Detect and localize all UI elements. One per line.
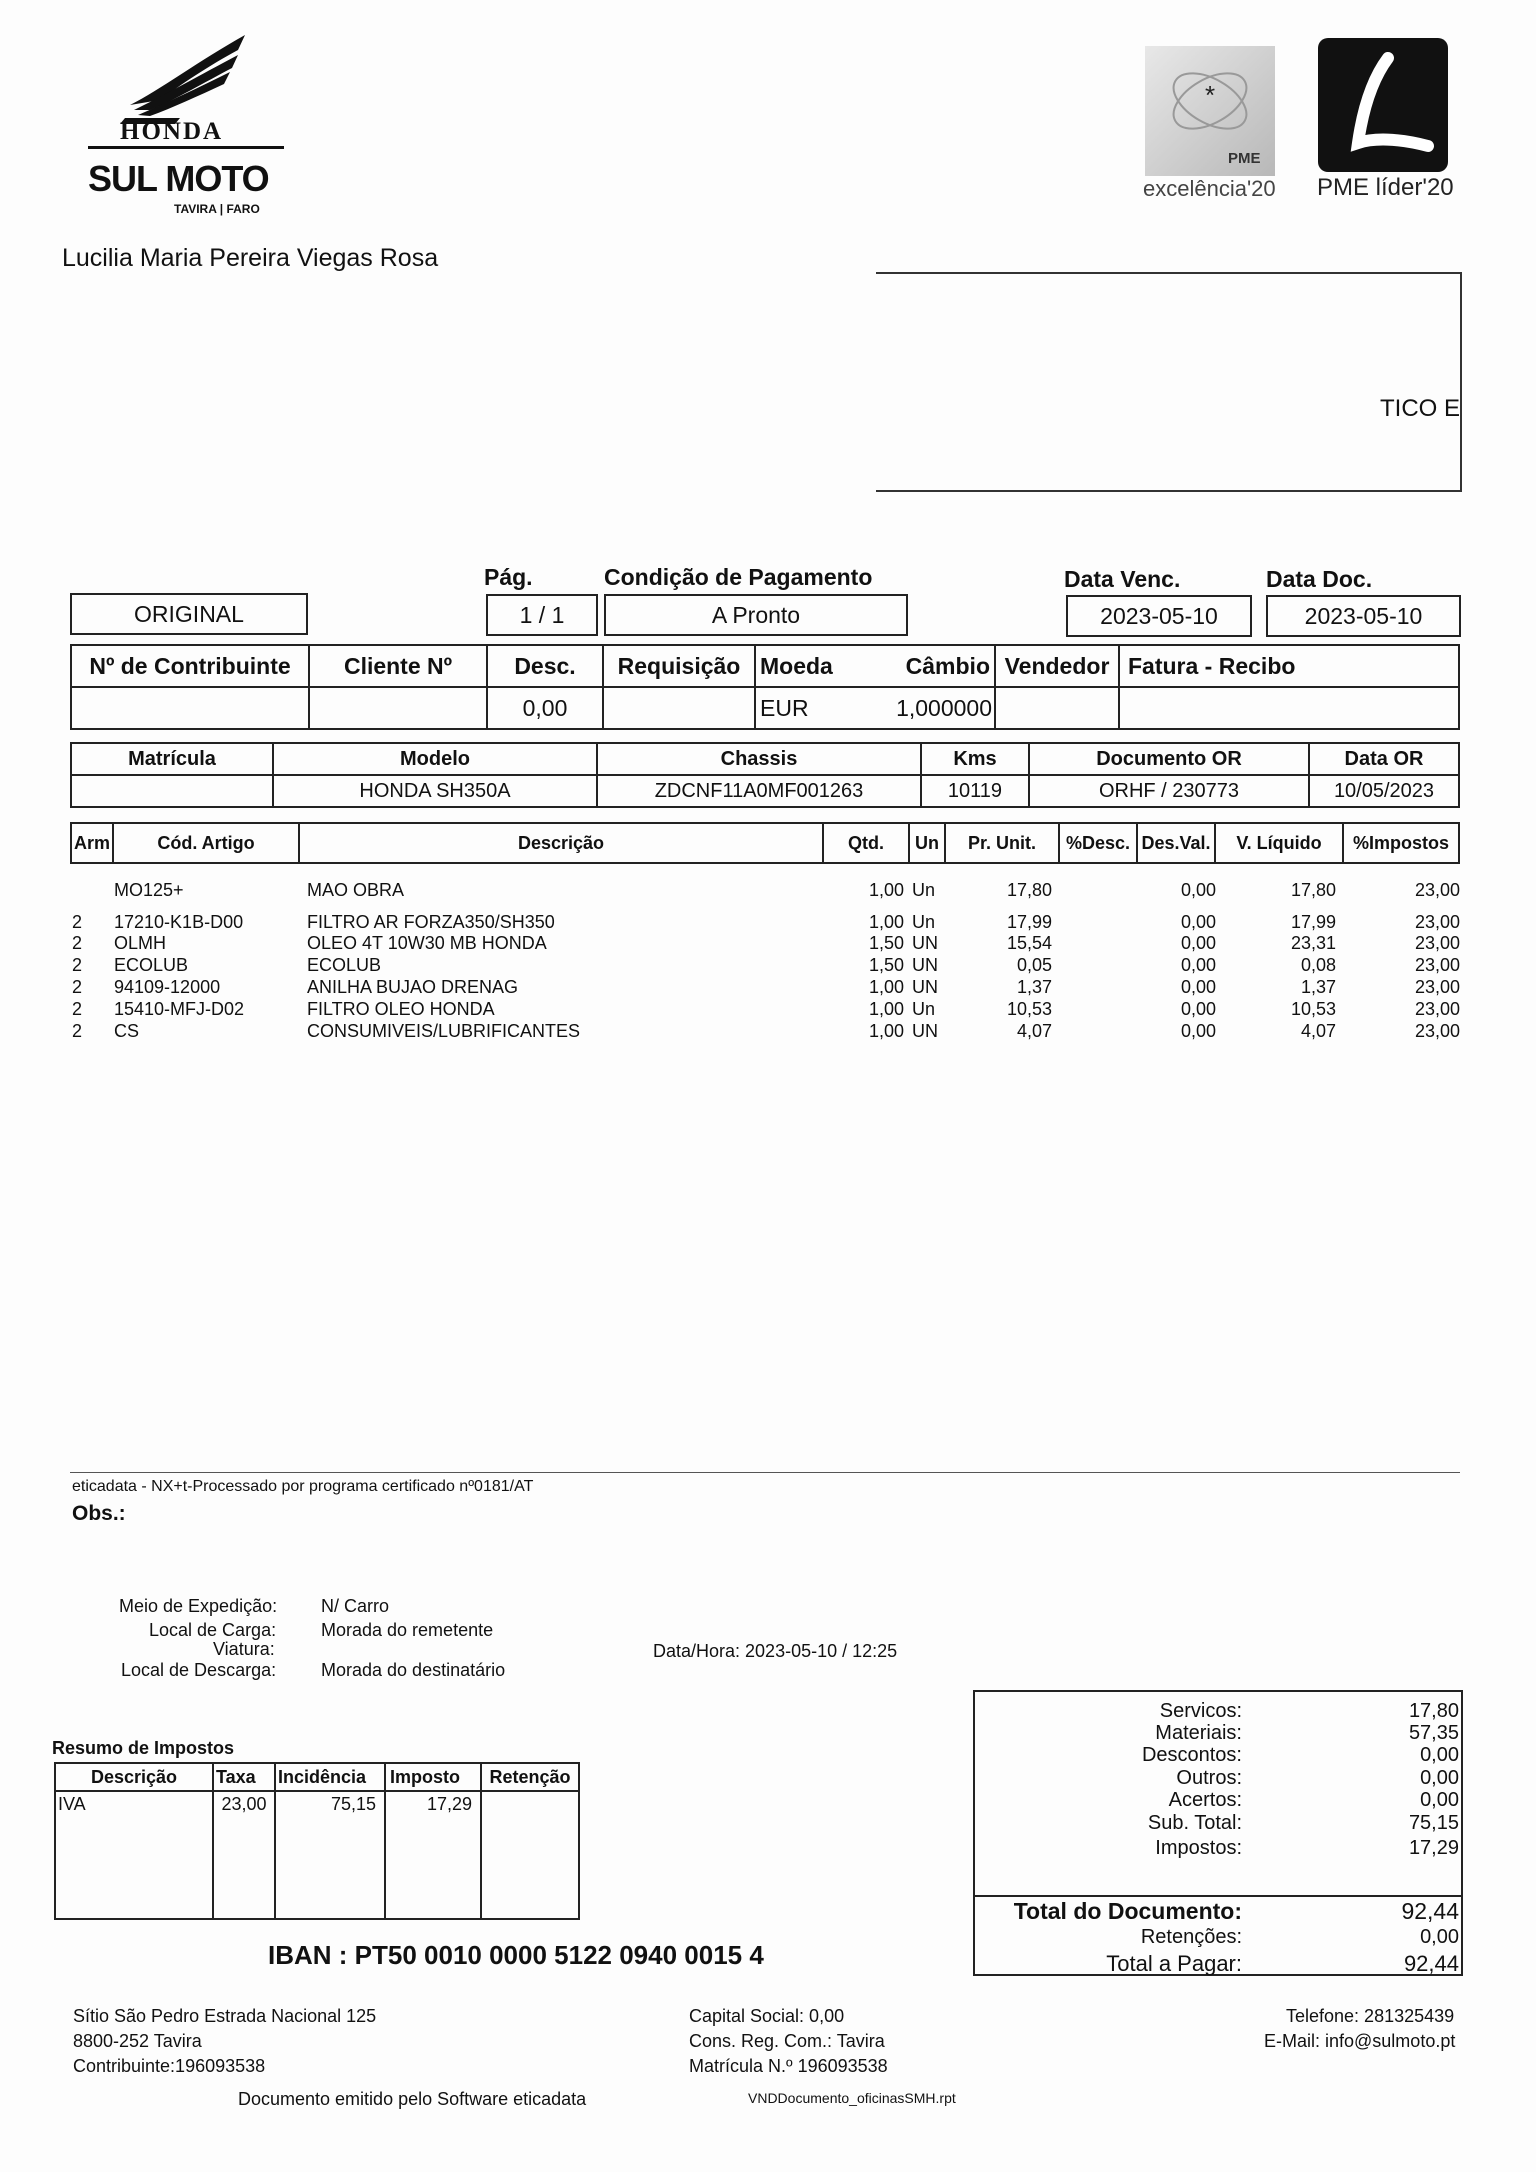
customer-address-fragment: TICO E (1380, 395, 1461, 422)
item-price: 17,99 (1006, 912, 1052, 932)
total-taxes-label: Impostos: (1155, 1837, 1242, 1859)
item-price: 0,05 (1016, 955, 1052, 975)
col-pct-impostos: %Impostos (1343, 823, 1459, 863)
currency-value: EUR (760, 694, 809, 721)
item-un: UN (912, 977, 938, 997)
col-desc: Desc. (487, 645, 603, 687)
item-row (70, 977, 1460, 999)
item-desc: OLEO 4T 10W30 MB HONDA (307, 933, 547, 953)
item-un: UN (912, 955, 938, 975)
item-qty: 1,00 (868, 880, 904, 900)
customer-name: Lucilia Maria Pereira Viegas Rosa (62, 244, 439, 272)
item-code: 15410-MFJ-D02 (114, 999, 245, 1019)
moeda-cambio-value (755, 687, 995, 729)
col-cambio: Câmbio (905, 652, 990, 679)
vehicle-header-row (71, 743, 1459, 775)
item-discval: 0,00 (1180, 1021, 1216, 1041)
model-value: HONDA SH350A (273, 775, 597, 807)
col-pct-desc: %Desc. (1059, 823, 1137, 863)
col-fatura-recibo: Fatura - Recibo (1119, 645, 1459, 687)
note-divider (70, 1472, 1460, 1473)
footer-nif: Contribuinte:196093538 (73, 2056, 266, 2076)
item-qty: 1,00 (868, 999, 904, 1019)
tax-summary-table (54, 1762, 580, 1920)
tax-desc-value: IVA (55, 1791, 213, 1919)
ship-unload-value: Morada do destinatário (321, 1660, 506, 1680)
kms-value: 10119 (921, 775, 1029, 807)
item-price: 17,80 (1006, 880, 1052, 900)
item-arm: 2 (72, 1021, 83, 1041)
copy-box (70, 593, 308, 635)
col-cod-artigo: Cód. Artigo (113, 823, 299, 863)
item-tax: 23,00 (1414, 933, 1460, 953)
item-desc: CONSUMIVEIS/LUBRIFICANTES (307, 1021, 581, 1041)
processing-note: eticadata - NX+t-Processado por programa certificado nº0181/AT (72, 1478, 534, 1495)
item-discval: 0,00 (1180, 912, 1216, 932)
footer-email: E-Mail: info@sulmoto.pt (1264, 2031, 1456, 2051)
col-matricula: Matrícula (71, 743, 273, 775)
item-net: 4,07 (1300, 1021, 1336, 1041)
contribuinte-value (71, 687, 309, 729)
item-desc: ANILHA BUJAO DRENAG (307, 977, 519, 997)
tax-col-taxa: Taxa (213, 1763, 275, 1791)
company-locations: TAVIRA | FARO (174, 202, 260, 216)
vendedor-value (995, 687, 1119, 729)
brand-name: HONDA (120, 118, 224, 145)
item-desc: FILTRO OLEO HONDA (307, 999, 495, 1019)
item-un: UN (912, 933, 938, 953)
total-services-label: Servicos: (1159, 1700, 1242, 1722)
cliente-value (309, 687, 487, 729)
items-header-row (71, 823, 1459, 863)
total-withholding-value: 0,00 (1420, 1926, 1459, 1948)
total-doc_total-value: 92,44 (1401, 1898, 1459, 1924)
tax-base-value: 75,15 (275, 1791, 385, 1919)
col-documento-or: Documento OR (1029, 743, 1309, 775)
col-requisicao: Requisição (603, 645, 755, 687)
or-doc-value: ORHF / 230773 (1029, 775, 1309, 807)
total-pay-label: Total a Pagar: (1106, 1951, 1242, 1976)
total-materials-value: 57,35 (1408, 1722, 1459, 1744)
due-date-box (1066, 595, 1252, 637)
ship-load-label: Local de Carga: (149, 1620, 277, 1640)
payment-label: Condição de Pagamento (604, 564, 873, 590)
item-row (70, 955, 1460, 977)
item-price: 15,54 (1006, 933, 1052, 953)
footer-capital: Capital Social: 0,00 (689, 2006, 845, 2026)
col-moeda: Moeda (760, 652, 833, 679)
item-arm: 2 (72, 933, 83, 953)
svg-text:*: * (1204, 80, 1216, 110)
or-date-value: 10/05/2023 (1309, 775, 1459, 807)
item-discval: 0,00 (1180, 977, 1216, 997)
item-discval: 0,00 (1180, 880, 1216, 900)
item-tax: 23,00 (1414, 880, 1460, 900)
item-net: 17,99 (1290, 912, 1336, 932)
tax-col-retencao: Retenção (481, 1763, 579, 1791)
tax-value-row (55, 1791, 579, 1919)
item-discval: 0,00 (1180, 933, 1216, 953)
col-data-or: Data OR (1309, 743, 1459, 775)
ship-vehicle-label: Viatura: (213, 1639, 275, 1659)
vehicle-table (70, 742, 1460, 808)
requisicao-value (603, 687, 755, 729)
item-code: ECOLUB (114, 955, 189, 975)
item-qty: 1,00 (868, 1021, 904, 1041)
total-withholding-label: Retenções: (1140, 1926, 1242, 1948)
payment-value: A Pronto (711, 602, 801, 628)
copy-label: ORIGINAL (134, 601, 244, 627)
footer-address-2: 8800-252 Tavira (73, 2031, 202, 2051)
document-info-table (70, 644, 1460, 730)
item-row (70, 880, 1460, 902)
logo-divider (88, 146, 284, 149)
chassis-value: ZDCNF11A0MF001263 (597, 775, 921, 807)
col-chassis: Chassis (597, 743, 921, 775)
footer-registry: Cons. Reg. Com.: Tavira (689, 2031, 885, 2051)
total-others-label: Outros: (1176, 1767, 1242, 1789)
item-code: MO125+ (114, 880, 184, 900)
item-desc: ECOLUB (307, 955, 382, 975)
tax-withholding-value (481, 1791, 579, 1919)
item-code: CS (114, 1021, 140, 1041)
item-price: 4,07 (1016, 1021, 1052, 1041)
item-un: Un (912, 999, 936, 1019)
total-discounts-value: 0,00 (1420, 1744, 1459, 1766)
doc-date-label: Data Doc. (1266, 566, 1373, 592)
item-arm: 2 (72, 912, 83, 932)
tax-amount-value: 17,29 (385, 1791, 481, 1919)
item-arm: 2 (72, 977, 83, 997)
honda-wing-logo (120, 30, 250, 125)
col-qtd: Qtd. (823, 823, 909, 863)
due-date-label: Data Venc. (1064, 566, 1181, 592)
total-adjust-value: 0,00 (1420, 1789, 1459, 1811)
total-pay-value: 92,44 (1403, 1951, 1459, 1976)
info-header-row (71, 645, 1459, 687)
page-value: 1 / 1 (519, 602, 565, 628)
item-arm: 2 (72, 999, 83, 1019)
item-price: 10,53 (1006, 999, 1052, 1019)
pme-label: PME (1228, 150, 1261, 167)
item-discval: 0,00 (1180, 955, 1216, 975)
lider-l-icon (1318, 38, 1448, 172)
total-doc_total-label: Total do Documento: (1013, 1898, 1242, 1924)
pme-excelencia-text: excelência'20 (1143, 176, 1276, 201)
ship-load-value: Morada do remetente (321, 1620, 494, 1640)
tax-header-row (55, 1763, 579, 1791)
item-code: OLMH (114, 933, 167, 953)
item-un: Un (912, 880, 936, 900)
item-un: UN (912, 1021, 938, 1041)
item-qty: 1,00 (868, 912, 904, 932)
col-arm: Arm (71, 823, 113, 863)
obs-label: Obs.: (72, 1502, 126, 1525)
total-adjust-label: Acertos: (1168, 1789, 1242, 1811)
fatura-recibo-value (1119, 687, 1459, 729)
total-others-value: 0,00 (1420, 1767, 1459, 1789)
item-desc: FILTRO AR FORZA350/SH350 (307, 912, 555, 932)
total-subtotal-label: Sub. Total: (1147, 1812, 1242, 1834)
total-subtotal-value: 75,15 (1408, 1812, 1459, 1834)
item-qty: 1,50 (868, 933, 904, 953)
item-un: Un (912, 912, 936, 932)
item-net: 10,53 (1290, 999, 1336, 1019)
item-qty: 1,50 (868, 955, 904, 975)
item-discval: 0,00 (1180, 999, 1216, 1019)
col-modelo: Modelo (273, 743, 597, 775)
pme-lider-text: PME líder'20 (1317, 174, 1454, 201)
payment-box (604, 594, 908, 636)
page-label: Pág. (484, 564, 533, 590)
tax-col-imposto: Imposto (385, 1763, 481, 1791)
customer-address-box (876, 272, 1462, 492)
item-net: 1,37 (1300, 977, 1336, 997)
doc-date-value: 2023-05-10 (1304, 603, 1423, 629)
pme-lider-badge (1318, 38, 1448, 172)
item-tax: 23,00 (1414, 977, 1460, 997)
item-row (70, 933, 1460, 955)
ship-datetime: Data/Hora: 2023-05-10 / 12:25 (653, 1641, 898, 1661)
item-net: 17,80 (1290, 880, 1336, 900)
ship-method-label: Meio de Expedição: (119, 1596, 278, 1616)
item-qty: 1,00 (868, 977, 904, 997)
footer-address-1: Sítio São Pedro Estrada Nacional 125 (73, 2006, 377, 2026)
col-kms: Kms (921, 743, 1029, 775)
tax-summary-title: Resumo de Impostos (52, 1738, 235, 1758)
col-moeda-cambio (755, 645, 995, 687)
total-discounts-label: Descontos: (1141, 1744, 1242, 1766)
matricula-value (71, 775, 273, 807)
page-box (486, 594, 598, 636)
doc-date-box (1266, 595, 1461, 637)
item-row (70, 999, 1460, 1021)
item-tax: 23,00 (1414, 999, 1460, 1019)
footer-report: VNDDocumento_oficinasSMH.rpt (748, 2090, 956, 2106)
ship-method-value: N/ Carro (321, 1596, 390, 1616)
footer-software: Documento emitido pelo Software eticadata (238, 2089, 587, 2109)
item-desc: MAO OBRA (307, 880, 405, 900)
items-header-table (70, 822, 1460, 864)
totals-divider (975, 1895, 1461, 1897)
ship-unload-label: Local de Descarga: (121, 1660, 277, 1680)
footer-phone: Telefone: 281325439 (1286, 2006, 1455, 2026)
col-des-val: Des.Val. (1137, 823, 1215, 863)
company-name: SUL MOTO (88, 158, 269, 199)
col-descricao: Descrição (299, 823, 823, 863)
exchange-value: 1,000000 (896, 694, 992, 721)
item-net: 23,31 (1290, 933, 1336, 953)
item-row (70, 1021, 1460, 1043)
item-tax: 23,00 (1414, 1021, 1460, 1041)
col-cliente: Cliente Nº (309, 645, 487, 687)
due-date-value: 2023-05-10 (1100, 603, 1218, 629)
item-tax: 23,00 (1414, 912, 1460, 932)
col-v-liquido: V. Líquido (1215, 823, 1343, 863)
item-net: 0,08 (1300, 955, 1336, 975)
total-taxes-value: 17,29 (1408, 1837, 1459, 1859)
item-code: 17210-K1B-D00 (114, 912, 244, 932)
iban: IBAN : PT50 0010 0000 5122 0940 0015 4 (268, 1940, 764, 1970)
item-price: 1,37 (1016, 977, 1052, 997)
vehicle-value-row (71, 775, 1459, 807)
item-row (70, 912, 1460, 934)
tax-col-descricao: Descrição (55, 1763, 213, 1791)
info-value-row (71, 687, 1459, 729)
col-un: Un (909, 823, 945, 863)
tax-col-incidencia: Incidência (275, 1763, 385, 1791)
total-materials-label: Materiais: (1155, 1722, 1242, 1744)
desc-value: 0,00 (487, 687, 603, 729)
tax-rate-value: 23,00 (213, 1791, 275, 1919)
col-vendedor: Vendedor (995, 645, 1119, 687)
footer-registration: Matrícula N.º 196093538 (689, 2056, 888, 2076)
item-arm: 2 (72, 955, 83, 975)
col-pr-unit: Pr. Unit. (945, 823, 1059, 863)
item-code: 94109-12000 (114, 977, 221, 997)
total-services-value: 17,80 (1408, 1700, 1459, 1722)
item-tax: 23,00 (1414, 955, 1460, 975)
col-contribuinte: Nº de Contribuinte (71, 645, 309, 687)
